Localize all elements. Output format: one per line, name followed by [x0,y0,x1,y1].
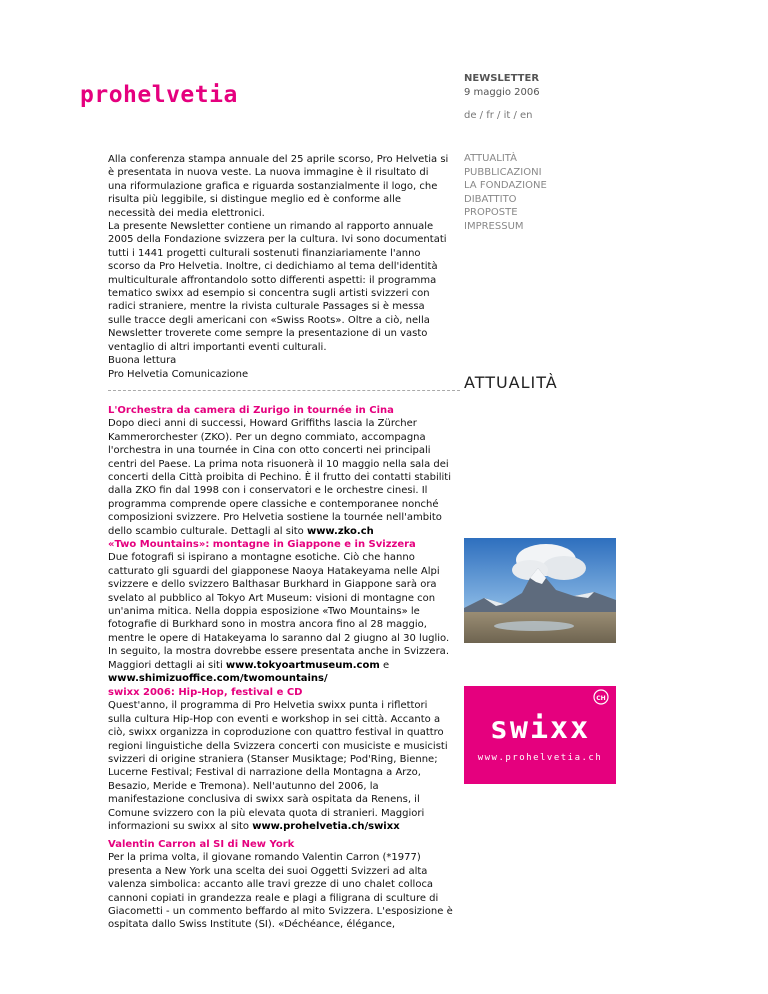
language-switcher[interactable]: de / fr / it / en [464,110,533,121]
article-title[interactable]: swixx 2006: Hip-Hop, festival e CD [108,687,303,698]
article-two-mountains [108,538,453,685]
intro-closing: Buona lettura [108,355,177,367]
swixx-url: www.prohelvetia.ch [477,753,603,763]
article-link[interactable]: www.shimizuoffice.com/twomountains/ [108,673,328,685]
nav-item-proposte[interactable]: PROPOSTE [464,207,518,218]
swixx-banner[interactable] [464,686,616,784]
prohelvetia-logo[interactable]: prohelvetia [80,82,238,108]
article-link[interactable]: www.zko.ch [306,525,374,537]
article-conjunction: e [379,659,390,671]
article-body: Per la prima volta, il giovane romando Valentin Carron (*1977) presenta a New York una scelta dei suoi Oggetti Svizzeri ad alta valenza simbolica: accanto alle travi grezze di uno chalet colloca cannoni copiati in grandezza reale e plagi a filigrana di sculture di Giacometti - un commento beffardo al mito Svizzera. L'esposizione è ospitata dallo Swiss Institute (SI). «Déchéance, élégance, [108,852,453,931]
nav-item-la-fondazione[interactable]: LA FONDAZIONE [464,180,547,191]
newsletter-label: NEWSLETTER [464,73,540,84]
article-body: Due fotografi si ispirano a montagne esotiche. Ciò che hanno catturato gli sguardi del giapponese Naoya Hatakeyama nelle Alpi svizzere e dello svizzero Balthasar Burkhard in Giappone sarà ora svelato al pubblico al Tokyo Art Museum: visioni di montagne con un'anima mitica. Nella doppia esposizione «Two Mountains» le fotografie di Burkhard sono in mostra ancora fino al 28 maggio, mentre le opere di Hatakeyama lo saranno dal 2 giugno al 30 luglio. In seguito, la mostra dovrebbe essere presentata anche in Svizzera. Maggiori dettagli ai siti [108,552,450,671]
article-title[interactable]: L'Orchestra da camera di Zurigo in tournée in Cina [108,405,394,416]
article-swixx [108,686,453,833]
article-body: Quest'anno, il programma di Pro Helvetia swixx punta i riflettori sulla cultura Hip-Hop con eventi e workshop in sei città. Accanto a ciò, swixx organizza in coproduzione con quattro festival in quattro regioni linguistiche della Svizzera concerti con musiciste e musicisti svizzeri di origine straniera (Stanser Musiktage; Pod'Ring, Bienne; Lucerne Festival; Festival di narrazione della Montagna a Arzo, Besazio, Meride e Tremona). Nell'autunno del 2006, la manifestazione conclusiva di swixx sarà ospitata da Renens, il Comune svizzero con la più elevata quota di stranieri. Maggiori informazioni su swixx al sito [108,700,448,833]
nav-item-dibattito[interactable]: DIBATTITO [464,193,517,205]
nav-item-impressum[interactable]: IMPRESSUM [464,220,524,232]
newsletter-header [464,72,540,100]
swixx-badge: CH [596,695,606,702]
article-link[interactable]: www.prohelvetia.ch/swixx [252,821,400,833]
newsletter-date: 9 maggio 2006 [464,87,540,98]
intro-text [108,153,450,381]
intro-paragraph: Alla conferenza stampa annuale del 25 aprile scorso, Pro Helvetia si è presentata in nuova veste. La nuova immagine è il risultato di una riformulazione grafica e riguarda sostanzialmente il logo, che risulta più leggibile, si distingue meglio ed è conforme alle necessità dei media elettronici. [108,154,449,219]
article-zko [108,404,453,538]
section-divider [108,390,460,391]
intro-signature: Pro Helvetia Comunicazione [108,368,249,380]
section-nav [464,152,547,233]
nav-item-pubblicazioni[interactable]: PUBBLICAZIONI [464,166,542,178]
swixx-wordmark: swixx [489,711,591,746]
article-title[interactable]: Valentin Carron al SI di New York [108,839,295,850]
mountain-photo [464,538,616,643]
section-title: ATTUALITÀ [464,373,558,392]
article-body: Dopo dieci anni di successi, Howard Griffiths lascia la Zürcher Kammerorchester (ZKO). Per un degno commiato, accompagna l'orchestra in una tournée in Cina con otto concerti nei principali centri del Paese. La prima nota risuonerà il 10 maggio nella sala dei concerti della Città proibita di Pechino. È il frutto dei contatti stabiliti dalla ZKO fin dal 1998 con i conservatori e le orchestre cinesi. Il programma comprende opere classiche e contemporanee nonché composizioni svizzere. Pro Helvetia sostiene la tournée nell'ambito dello scambio culturale. Dettagli al sito [108,418,451,537]
article-link[interactable]: www.tokyoartmuseum.com [225,659,380,671]
article-valentin-carron [108,838,453,932]
intro-paragraph: La presente Newsletter contiene un rimando al rapporto annuale 2005 della Fondazione svizzera per la cultura. Ivi sono documentati tutti i 1441 progetti culturali sostenuti finanziariamente l'anno scorso da Pro Helvetia. Inoltre, ci dedichiamo al tema dell'identità multiculturale affrontandolo sotto differenti aspetti: il programma tematico swixx ad esempio si concentra sugli artisti svizzeri con radici straniere, mentre la rivista culturale Passages si è messa sulle tracce degli americani con «Swiss Roots». Oltre a ciò, nella Newsletter troverete come sempre la presentazione di un vasto ventaglio di altri importanti eventi culturali. [108,221,447,353]
nav-item-attualita[interactable]: ATTUALITÀ [464,153,517,164]
article-title[interactable]: «Two Mountains»: montagne in Giappone e in Svizzera [108,539,416,550]
